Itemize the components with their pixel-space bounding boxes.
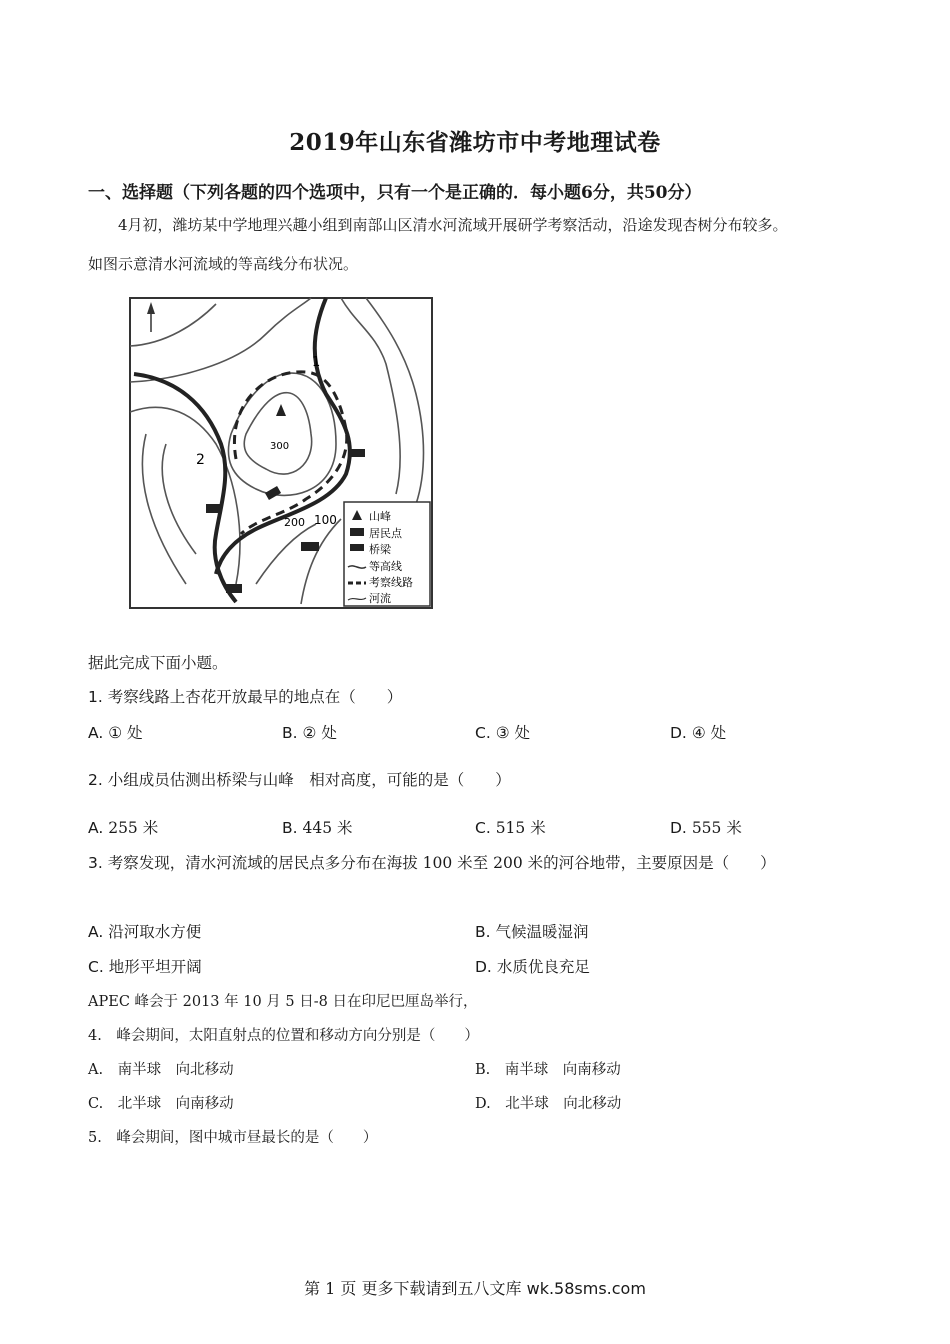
question-number: 1. <box>88 688 103 706</box>
bridge-icon <box>350 544 364 551</box>
q2-option-d[interactable]: D. 555 米 <box>670 819 742 837</box>
question-3 <box>88 851 776 873</box>
q3-option-c[interactable]: C. 地形平坦开阔 <box>88 958 202 976</box>
route-line <box>234 372 346 534</box>
q2-option-b[interactable]: B. 445 米 <box>282 819 353 837</box>
contour-map <box>126 284 436 614</box>
question-number: 3. <box>88 854 103 872</box>
peak-icon <box>276 404 286 416</box>
q1-option-b[interactable]: B. ② 处 <box>282 724 337 742</box>
settlement-icon <box>226 584 242 593</box>
q3-option-a[interactable]: A. 沿河取水方便 <box>88 923 202 941</box>
settlement-icon <box>301 542 319 551</box>
page-footer <box>0 1276 950 1299</box>
footer-page-text: 第 1 页 更多下载请到五八文库 <box>304 1279 522 1298</box>
map-legend <box>344 502 430 606</box>
legend-label: 河流 <box>369 592 391 605</box>
map-label-1: 1 <box>312 355 321 370</box>
legend-label: 等高线 <box>369 560 402 573</box>
bridge-icon <box>265 486 281 500</box>
legend-label: 山峰 <box>369 510 391 523</box>
map-contour-label: 200 <box>284 516 305 529</box>
legend-label: 居民点 <box>369 527 402 540</box>
question-4: 4. 峰会期间，太阳直射点的位置和移动方向分别是（ ） <box>88 1028 479 1044</box>
map-contour-label: 300 <box>270 441 290 452</box>
q3-option-d[interactable]: D. 水质优良充足 <box>475 958 590 976</box>
q4-option-b[interactable]: B. 南半球 向南移动 <box>475 1062 621 1078</box>
question-text: 考察线路上杏花开放最早的地点在（ ） <box>107 688 403 706</box>
map-label-2: 2 <box>196 452 205 468</box>
q1-option-d[interactable]: D. ④ 处 <box>670 724 727 742</box>
intro-line-2: 如图示意清水河流域的等高线分布状况。 <box>88 255 359 273</box>
question-5: 5. 峰会期间，图中城市昼最长的是（ ） <box>88 1130 378 1146</box>
q1-option-a[interactable]: A. ① 处 <box>88 724 143 742</box>
q4-option-d[interactable]: D. 北半球 向北移动 <box>475 1096 622 1112</box>
q1-option-c[interactable]: C. ③ 处 <box>475 724 531 742</box>
q4-option-c[interactable]: C. 北半球 向南移动 <box>88 1096 234 1112</box>
q3-option-b[interactable]: B. 气候温暖湿润 <box>475 923 589 941</box>
question-number: 2. <box>88 771 103 789</box>
apec-intro: APEC 峰会于 2013 年 10 月 5 日-8 日在印尼巴厘岛举行， <box>88 994 478 1010</box>
settlement-icon <box>206 504 222 513</box>
north-arrow-icon <box>147 302 155 332</box>
q2-option-c[interactable]: C. 515 米 <box>475 819 546 837</box>
question-text: 考察发现，清水河流域的居民点多分布在海拔 100 米至 200 米的河谷地带，主要原因是（ ） <box>107 854 776 872</box>
footer-site-link[interactable]: wk.58sms.com <box>526 1279 646 1298</box>
intro-line-1: 4月初，潍坊某中学地理兴趣小组到南部山区清水河流域开展研学考察活动，沿途发现杏树分布较多。 <box>118 216 788 234</box>
question-1 <box>88 685 402 707</box>
q4-option-a[interactable]: A. 南半球 向北移动 <box>88 1062 234 1078</box>
instruction-text: 据此完成下面小题。 <box>88 654 228 672</box>
question-2 <box>88 768 511 790</box>
section-heading: 一、选择题（下列各题的四个选项中，只有一个是正确的．每小题6分，共50分） <box>88 183 702 203</box>
legend-label: 考察线路 <box>369 576 413 589</box>
legend-label: 桥梁 <box>369 543 391 556</box>
bridge-icon <box>351 449 365 457</box>
page-title: 2019年山东省潍坊市中考地理试卷 <box>289 129 661 156</box>
q2-option-a[interactable]: A. 255 米 <box>88 819 159 837</box>
map-contour-label: 100 <box>314 513 337 527</box>
settlement-icon <box>350 528 364 536</box>
question-text: 小组成员估测出桥梁与山峰 相对高度，可能的是（ ） <box>107 771 511 789</box>
